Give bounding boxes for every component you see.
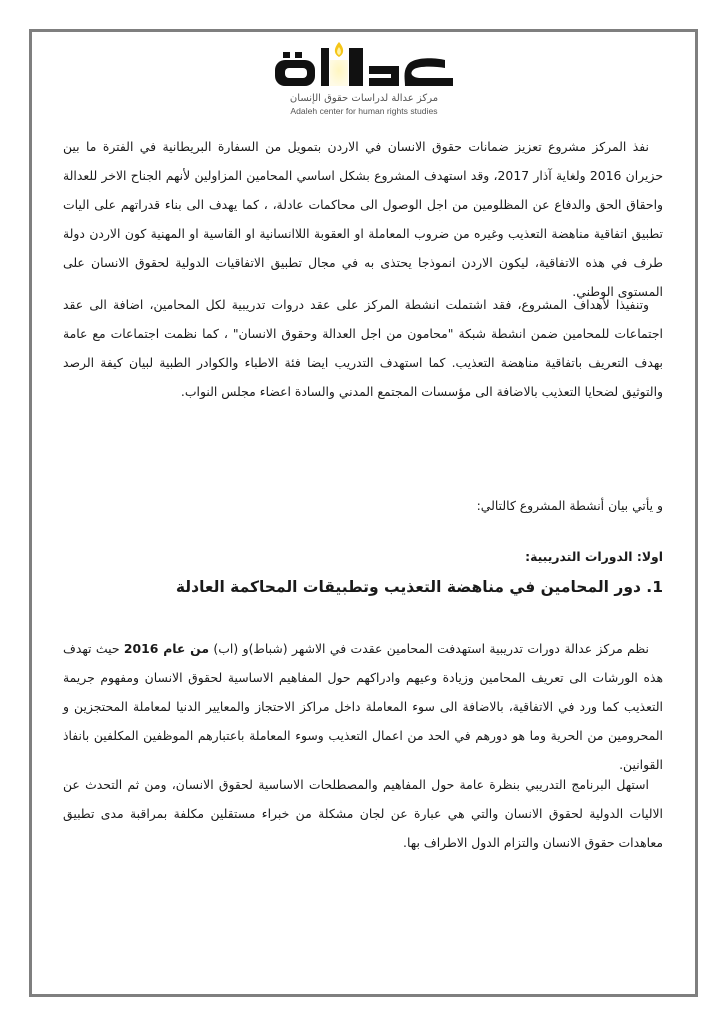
paragraph-text: نظم مركز عدالة دورات تدريبية استهدفت المحامين عقدت في الاشهر (شباط)و (اب) — [209, 641, 649, 656]
intro-line: و يأتي بيان أنشطة المشروع كالتالي: — [476, 498, 663, 513]
paragraph-training-workshops — [63, 634, 663, 779]
section-heading: اولا: الدورات التدريبية: — [525, 549, 663, 564]
paragraph-text: حيث تهدف هذه الورشات الى تعريف المحامين وزيادة وعيهم وادراكهم حول المفاهيم الاساسية لحقوق الانسان ومفهوم جريمة التعذيب كما ورد في الاتفاقية، بالاضافة الى سوء المعاملة داخل مراكز الاحتجاز والمعايير الدنيا لمعاملة المحتجزين و المحرومين من الحرية وما هو دورهم في الحد من اعمال التعذيب وسوء المعاملة باعتبارهم الموظفين المكلفين بانفاذ القوانين. — [63, 641, 663, 772]
paragraph-date-emphasis: من عام 2016 — [123, 641, 209, 656]
logo-subtitle-english: Adaleh center for human rights studies — [290, 106, 438, 116]
adaleh-logo — [273, 40, 455, 118]
adaleh-wordmark-icon — [273, 40, 455, 94]
paragraph-project-overview: نفذ المركز مشروع تعزيز ضمانات حقوق الانسان في الاردن بتمويل من السفارة البريطانية في الفترة ما بين حزيران 2016 ولغاية آذار 2017، وقد استهدف المشروع بشكل اساسي المحامين المزاولين لأنهم الجناح الاخر للعدالة واحقاق الحق والدفاع عن المظلومين من اجل الوصول الى محاكمات عادلة، ، كما يهدف الى بناء قدراتهم على اليات تطبيق اتفاقية مناهضة التعذيب وغيره من ضروب المعاملة او العقوبة اللاانسانية او القاسية او المهنية كون الاردن دولة طرف في هذه الاتفاقية، ليكون الاردن انموذجا يحتذى به في مجال تطبيق الاتفاقيات الدولية لحقوق الانسان على المستوى الوطني. — [63, 139, 663, 299]
paragraph-activities: وتنفيذا لأهداف المشروع، فقد اشتملت انشطة المركز على عقد دروات تدريبية لكل المحامين، اضافة الى عقد اجتماعات للمحامين ضمن انشطة شبكة "محامون من اجل العدالة وحقوق الانسان" ، كما نظمت اجتماعات مع عامة بهدف التعريف باتفاقية مناهضة التعذيب. كما استهدف التدريب ايضا فئة الاطباء والكوادر الطبية لبيان كيفة الرصد والتوثيق لضحايا التعذيب بالاضافة الى مؤسسات المجتمع المدني والسادة اعضاء مجلس النواب. — [63, 297, 663, 399]
subsection-heading: 1. دور المحامين في مناهضة التعذيب وتطبيقات المحاكمة العادلة — [175, 578, 663, 596]
paragraph-training-program: استهل البرنامج التدريبي بنظرة عامة حول المفاهيم والمصطلحات الاساسية لحقوق الانسان، ومن ثم التحدث عن الاليات الدولية لحقوق الانسان والتي هي عبارة عن لجان مشكلة من خبراء مستقلين مكلفة بمراقبة مدى تطبيق معاهدات حقوق الانسان والتزام الدول الاطراف بها. — [63, 777, 663, 850]
logo-subtitle-arabic: مركز عدالة لدراسات حقوق الإنسان — [289, 93, 439, 104]
